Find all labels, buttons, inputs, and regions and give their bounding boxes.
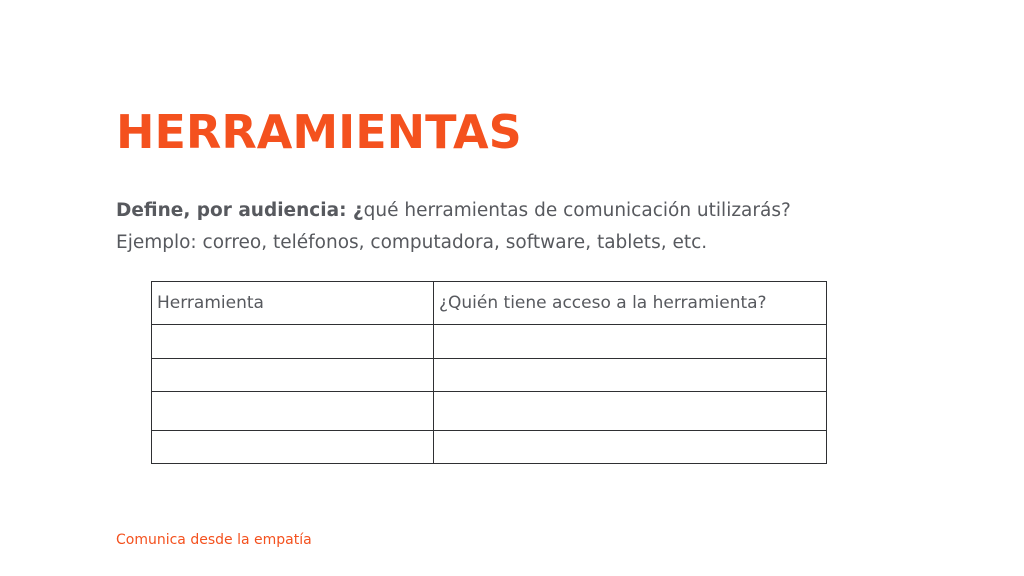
table-cell[interactable]: [434, 359, 827, 392]
table-cell[interactable]: [152, 325, 434, 359]
instruction-question-mark: ¿: [352, 200, 364, 221]
table-cell[interactable]: [434, 325, 827, 359]
table-cell[interactable]: [152, 359, 434, 392]
table-cell[interactable]: [152, 392, 434, 431]
table-header-row: [152, 282, 827, 325]
tools-table: [151, 281, 827, 464]
instructions: [116, 195, 876, 259]
instruction-example: Ejemplo: correo, teléfonos, computadora, software, tablets, etc.: [116, 232, 708, 253]
instruction-prompt-line: [116, 195, 876, 227]
table-row: [152, 392, 827, 431]
table-row: [152, 359, 827, 392]
table-cell[interactable]: [434, 392, 827, 431]
table-row: [152, 431, 827, 464]
footer-tagline: Comunica desde la empatía: [116, 532, 312, 548]
table-row: [152, 325, 827, 359]
header-access: ¿Quién tiene acceso a la herramienta?: [434, 282, 827, 325]
table-cell[interactable]: [152, 431, 434, 464]
header-tool: Herramienta: [152, 282, 434, 325]
slide-title: HERRAMIENTAS: [116, 105, 522, 159]
table-cell[interactable]: [434, 431, 827, 464]
instruction-prompt-text: qué herramientas de comunicación utilizarás?: [363, 200, 791, 221]
instruction-prompt-bold: Define, por audiencia:: [116, 200, 353, 221]
